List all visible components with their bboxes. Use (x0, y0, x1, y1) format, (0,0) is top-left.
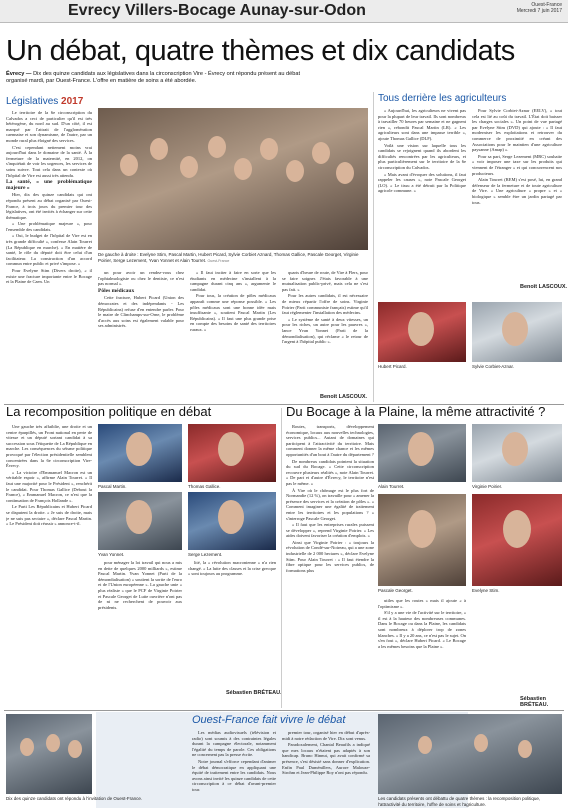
paragraph: S'il y a une vie de l'activité sur le territoire, « il est à la hauteur des nombreuses communes. Dans le Bocage ou dans la Plaine, les candidats sont nombreux à déplorer trop de zones blanches. « Il y a 20 ans, ce n'est pas le sujet. On s'en fout », déclare Hubert Picard. « Le Bocage a les mêmes besoins que la Plaine ». (378, 610, 466, 649)
paragraph: premier tour, organisé hier en début d'après-midi à notre rédaction de Vire. Dix sont venus. (282, 730, 370, 741)
farm-col-2 (472, 108, 562, 282)
photo-caption: Hubert Picard. (378, 364, 407, 369)
paragraph: quarts d'heure de route, de Vire à Flers, pour se faire soigner. J'étais favorable à une mutualisation public-privé, mais cela ne s'est pas fait. » (282, 270, 368, 292)
photo-caption: Serge Lezement. (188, 552, 223, 557)
paragraph: un pour avoir un rendez-vous chez l'ophtalmologiste ou chez le dentiste, ce n'est pas normal ». (98, 270, 184, 287)
paragraph: Pour Sylvie Corbiet-Aznar (EELV), « tout cela est lié au coût du travail. L'État doit baisser les charges sociales ». Un point de vue partagé par Evelyne Stim (DVD) qui ajoute : « Il faut moderniser les exploitations et retrouver du commerce de proximité en créant des Associations pour le maintien d'une agriculture paysanne (Amap) ». (472, 108, 562, 153)
paragraph: Hier, dix des quinze candidats qui ont répondu présent au débat organisé par Ouest-France, à trois jours du premier tour des législatives, ont été invités à échanger sur cette thématique. (6, 192, 92, 220)
photo-caption: Alain Tourret. (378, 484, 405, 489)
lede (6, 71, 306, 85)
photo-caption: Thomas Gallice. (188, 484, 221, 489)
person (502, 432, 528, 466)
paragraph: Ainsi que Virginie Poirier : « toujours la révolution de Condé-sur-Noireau, qui a une zone industrielle de 2 000 hectares », déclare Evelyne Stim. Pour Alain Tourret : « Il faut étendre la fibre optique pour les services publics, de formations plus (286, 539, 374, 573)
section-title: Evrecy Villers-Bocage Aunay-sur-Odon (68, 2, 366, 19)
paragraph: Voilà une vision sur laquelle tous les candidats se rejoignent quand ils abordent les difficultés rencontrées par les agriculteurs, et plus particulièrement sur le territoire de la 6e circonscription du Calvados. (378, 142, 466, 170)
debate-photo (6, 714, 92, 794)
subheading: Pôles médicaux (98, 287, 135, 294)
paragraph: « Une problématique majeure », pour l'ensemble des candidats. (6, 221, 92, 232)
farm-col-1 (378, 108, 466, 300)
candidate-photo (472, 424, 562, 482)
paragraph: lité, la « révolution macronienne » n'a rien changé. « La lutte des classes et la crise grecque » sont toujours au programme. (188, 560, 276, 577)
photo-caption: Pascale Georget. (378, 588, 413, 593)
person (286, 160, 304, 182)
politics-col-1 (6, 424, 92, 706)
politics-section-title: La recomposition politique en débat (6, 404, 212, 419)
candidate-photo (378, 494, 466, 586)
article-col-1 (6, 110, 92, 400)
person (408, 432, 434, 466)
byline: Benoît LASCOUX. (320, 394, 368, 400)
kicker (6, 96, 83, 107)
person (46, 734, 60, 752)
section-divider (4, 710, 564, 711)
person (502, 312, 528, 346)
paragraph: « Mais avant d'évoquer des solutions, il faut rappeler les causes », note Pascale Georget (LO). « Le tissu a été détruit par la Politique agricole commune. » (378, 171, 466, 194)
column-divider (281, 408, 282, 708)
photo-caption: Pascal Martin. (98, 484, 127, 489)
paragraph: pour ménager la loi travail qui nous a mis en dette de quelques 2000 milliards », estime Pascal Martin. Yvan Yonnet (Parti de la démondialisation) « soutient la sortie de l'euro et de l'Union européenne ». La gauche unie « plus réaliste » que le PCF de Virginie Poirier et Pascale Georget de Lutte ouvrière n'ont pas de ni ne recherchent de pouvoir aux présidents. (98, 560, 182, 610)
photo-caption: Dix des quinze candidats ont répondu à l'invitation de Ouest-France. (6, 796, 143, 801)
subheading: La santé, « une problématique majeure » (6, 179, 92, 191)
article-col-4 (282, 270, 368, 394)
paragraph: Notre journal s'efforce cependant d'animer le débat démocratique en appliquant une équité de traitement entre les candidats. Nous avons ainsi invité les quinze candidats de cette circonscription à ce débat d'avant-premier tour. (192, 758, 276, 792)
kicker-label: Législatives (6, 96, 59, 107)
ouestfrance-col-1 (192, 730, 276, 806)
candidate-photo (98, 492, 182, 550)
photo-caption: Les candidats présents ont débattu de quatre thèmes : la recomposition politique, l'attractivité du territoire, l'offre de soins et l'agriculture. (378, 796, 541, 807)
paragraph: Cette fracture, Hubert Picard (Union des démocrates et des indépendants - Les Républicains) refuse d'en entendre parler. Pour le maire de Clinchamps-sur-Orne, le problème d'accès aux soins est également valable pour ses administrés. (98, 295, 184, 329)
farm-section-title: Tous derrière les agriculteurs (378, 93, 507, 104)
paragraph: Routes, transports, développement économique, locaux aux nouvelles technologies, services publics... Autant de domaines qui participent à l'attractivité du territoire. Mais comment donner la même chance et les mêmes opportunités d'un bout à l'autre du département ? (286, 424, 374, 457)
paragraph: « Le système de santé à deux vitesses, un pour les riches, un autre pour les pauvres », lance Yvan Yonnet (Parti de la démondialisation), qui réclame « le retour de l'argent à l'hôpital public ». (282, 316, 368, 345)
paragraph: « Il faut que les entreprises rurales puissent se développer », reprend Virginie Poirier. « Les aides doivent favoriser la création d'emplois. » (286, 522, 374, 539)
person (408, 510, 436, 548)
ouestfrance-box-title: Ouest-France fait vivre le débat (192, 714, 346, 726)
candidate-photo (378, 424, 466, 482)
bocage-col-1 (286, 424, 374, 706)
paragraph: À Vire où le chômage est le plus fort de Normandie (12 %), on travaille pour « amener la présence des services et la création de pôles ». « Comment imaginer une égalité de traitement entre les territoires et les populations ? » s'interroge Pascale Georget. (286, 487, 374, 521)
candidate-photo (188, 492, 276, 550)
photo-caption: Yvan Yonnet. (98, 552, 125, 557)
person (208, 136, 226, 158)
paragraph: utiles que les routes » mais il ajoute « à l'optimisme ». (378, 598, 466, 609)
candidate-photo (472, 494, 562, 586)
publication-date: Mercredi 7 juin 2017 (516, 8, 562, 14)
person (20, 738, 34, 756)
ouestfrance-col-2 (282, 730, 370, 806)
person (518, 740, 532, 758)
lede-text: Dix des quinze candidats aux législatives dans la circonscription Vire - Évrecy ont répondu présent au débat organisé mardi, par Ouest-France. L'offre en matière de soins a été abordée. (6, 71, 301, 84)
bocage-col-2 (378, 598, 466, 706)
person (312, 142, 330, 164)
lede-place: Évrecy — (6, 71, 32, 77)
person (474, 734, 488, 752)
person (126, 432, 152, 466)
person (336, 162, 354, 184)
photo-caption: Virginie Poirier. (472, 484, 503, 489)
paragraph: Pour Evelyne Stim (Divers droite), « il existe une fracture importante entre le Bocage et la Plaine de Caen. Un (6, 268, 92, 285)
person (218, 500, 244, 534)
paragraph: Une gauche très affaiblie, une droite et un centre éparpillés, un Front national en perte de vitesse et un député sortant candidat à sa succession sous l'étiquette de La République en marche. Les conséquences du séisme politique provoqué par l'élection présidentielle semblent concentrées dans la 6e circonscription Vire-Évrecy. (6, 424, 92, 469)
debate-photo (378, 714, 562, 794)
photo-credit: Ouest-France (207, 258, 230, 263)
paragraph: « La victoire d'Emmanuel Macron est un véritable espoir », affirme Alain Tourret. « Il faut une majorité pour le Président », renchérit le candidat. Pour Thomas Gallice (Debout la France), « Emmanuel Macron, ce n'est que la continuation de François Hollande ». (6, 469, 92, 503)
column-divider (373, 92, 374, 402)
paragraph: Alain Tourret (REM) s'est posé, lui, en grand défenseur de la fermeture et de toute agriculture de Vire. « Une agriculture « propre » et « biologique » semble être un jardin partagé par tous. (472, 177, 562, 205)
kicker-year: 2017 (61, 96, 84, 107)
candidate-photo (378, 302, 466, 362)
photo-caption: Sylvie Corbiet-Aznar. (472, 364, 515, 369)
paragraph: Le territoire de la 6e circonscription du Calvados a ceci de particulier qu'il est très hétérogène, du nord au sud. D'un côté, il est marqué par l'attrait de l'agglomération caennaise et son dynamisme, de l'autre, par un monde rural plus éloigné des services. (6, 110, 92, 143)
publication-name: Ouest-France (531, 2, 562, 8)
paragraph: C'est cependant nettement moins vrai aujourd'hui dans le domaine de la santé. À la fermeture de la maternité, en 2012, on s'inquiétait de voir les urgences, les services de soins suivre. Tout cela dans un contexte où l'hôpital de Vire est aussi très attendu. (6, 144, 92, 178)
person (180, 156, 198, 178)
person (218, 432, 244, 466)
candidate-photo (98, 424, 182, 482)
article-col-3 (190, 270, 276, 402)
caption-text: De gauche à droite : Evelyne Stim, Pascal Martin, Hubert Picard, Sylvie Corbiet Aznard, Thomas Gallice, Pascale Georget, Virginie Poirier, Serge Lezement, Yvan Yonnet et Alain Tourret. (98, 252, 359, 263)
group-photo-caption (98, 252, 368, 264)
paragraph: « Il faut inciter à faire en sorte que les étudiants en médecine s'installent à la campagne durant cinq ans », argumente le candidat. (190, 270, 276, 292)
person (120, 154, 138, 176)
page-headline: Un débat, quatre thèmes et dix candidats (6, 35, 515, 67)
paragraph: Pour sa part, Serge Lezement (MRC) souhaite « voir imposer une taxe sur les produits qui viennent de l'étranger » et qui concurrencent nos producteurs. (472, 153, 562, 176)
paragraph: Pour tous, la création de pôles médicaux apparaît comme une réponse possible. « Les pôles médicaux sont une bonne idée mais insuffisante », soutient Pascal Martin (Les Républicains). « Il faut une plus grande prise en compte des besoins de santé des territoires ruraux. » (190, 293, 276, 332)
paragraph: De nombreux candidats pointent la situation du sud du Bocage. « Cette circonscription recouvre plusieurs réalités », note Alain Tourret. « De part et d'autre d'Évrecy, le territoire n'est pas le même. » (286, 458, 374, 486)
politics-col-2 (98, 560, 182, 706)
candidate-photo (188, 424, 276, 482)
bocage-section-title: Du Bocage à la Plaine, la même attractivité ? (286, 404, 546, 419)
person (234, 158, 252, 180)
publication-info (517, 2, 562, 14)
paragraph: « Oui, le budget de l'hôpital de Vire est en très grande difficulté », confesse Alain Tourret (La République en marche). « En matière de santé, le rôle du député doit être celui d'un facilitateur. La construction d'un accord commun entre public et privé s'impose. » (6, 233, 92, 267)
byline: Sébastien BRÉTEAU. (226, 690, 282, 696)
person (503, 510, 531, 548)
person (68, 740, 82, 758)
person (150, 138, 168, 160)
person (408, 312, 434, 346)
politics-col-3 (188, 560, 276, 670)
paragraph: Les médias audiovisuels (télévision et radio) sont soumis à des contraintes légales durant la campagne électorale, notamment l'égalité du temps de parole. Ces obligations ne concernent pas la presse écrite. (192, 730, 276, 758)
group-photo (98, 108, 368, 250)
person (260, 138, 278, 160)
photo-caption: Evelyne Stim. (472, 588, 500, 593)
article-col-2 (98, 270, 184, 402)
paragraph: « Aujourd'hui, les agriculteurs ne vivent pas pour la plupart de leur travail. Ils sont nombreux à travailler 70 heures par semaine et ne gagnent rien », rebondit Pascal Martin (LR). « Les agriculteurs sont dans une impasse terrible », ajoute Thomas Gallice (DLF). (378, 108, 466, 141)
byline: Sébastien BRÉTEAU. (520, 696, 549, 708)
paragraph: Pour les autres candidats, il est nécessaire de mieux répartir l'offre de soins. Virginie Poirier (Parti communiste français) estime qu'il faut réglementer l'installation des médecins. (282, 293, 368, 316)
person (126, 500, 152, 534)
candidate-photo (472, 302, 562, 362)
paragraph: Le Parti Les Républicains et Hubert Picard se disputent la droite. « Je suis de droite, mais je ne suis pas sectaire », déclare Pascal Martin. « Le Président doit réussir » annonce-t-il. (6, 504, 92, 527)
person (418, 736, 432, 754)
page-header (0, 0, 568, 23)
byline: Benoît LASCOUX. (520, 284, 568, 290)
paragraph: Paradoxalement, Chantal Beaufils a indiqué que mes locaux n'étaient pas adaptés à son handicap. Bruno Hinnut, qui avait confirmé sa présence, s'est désisté sans donner d'explication. Enfin Paul Duménillers, Aurore Malouze-Strohm et Jean-Philippe Roy n'ont pas répondu. (282, 742, 370, 776)
